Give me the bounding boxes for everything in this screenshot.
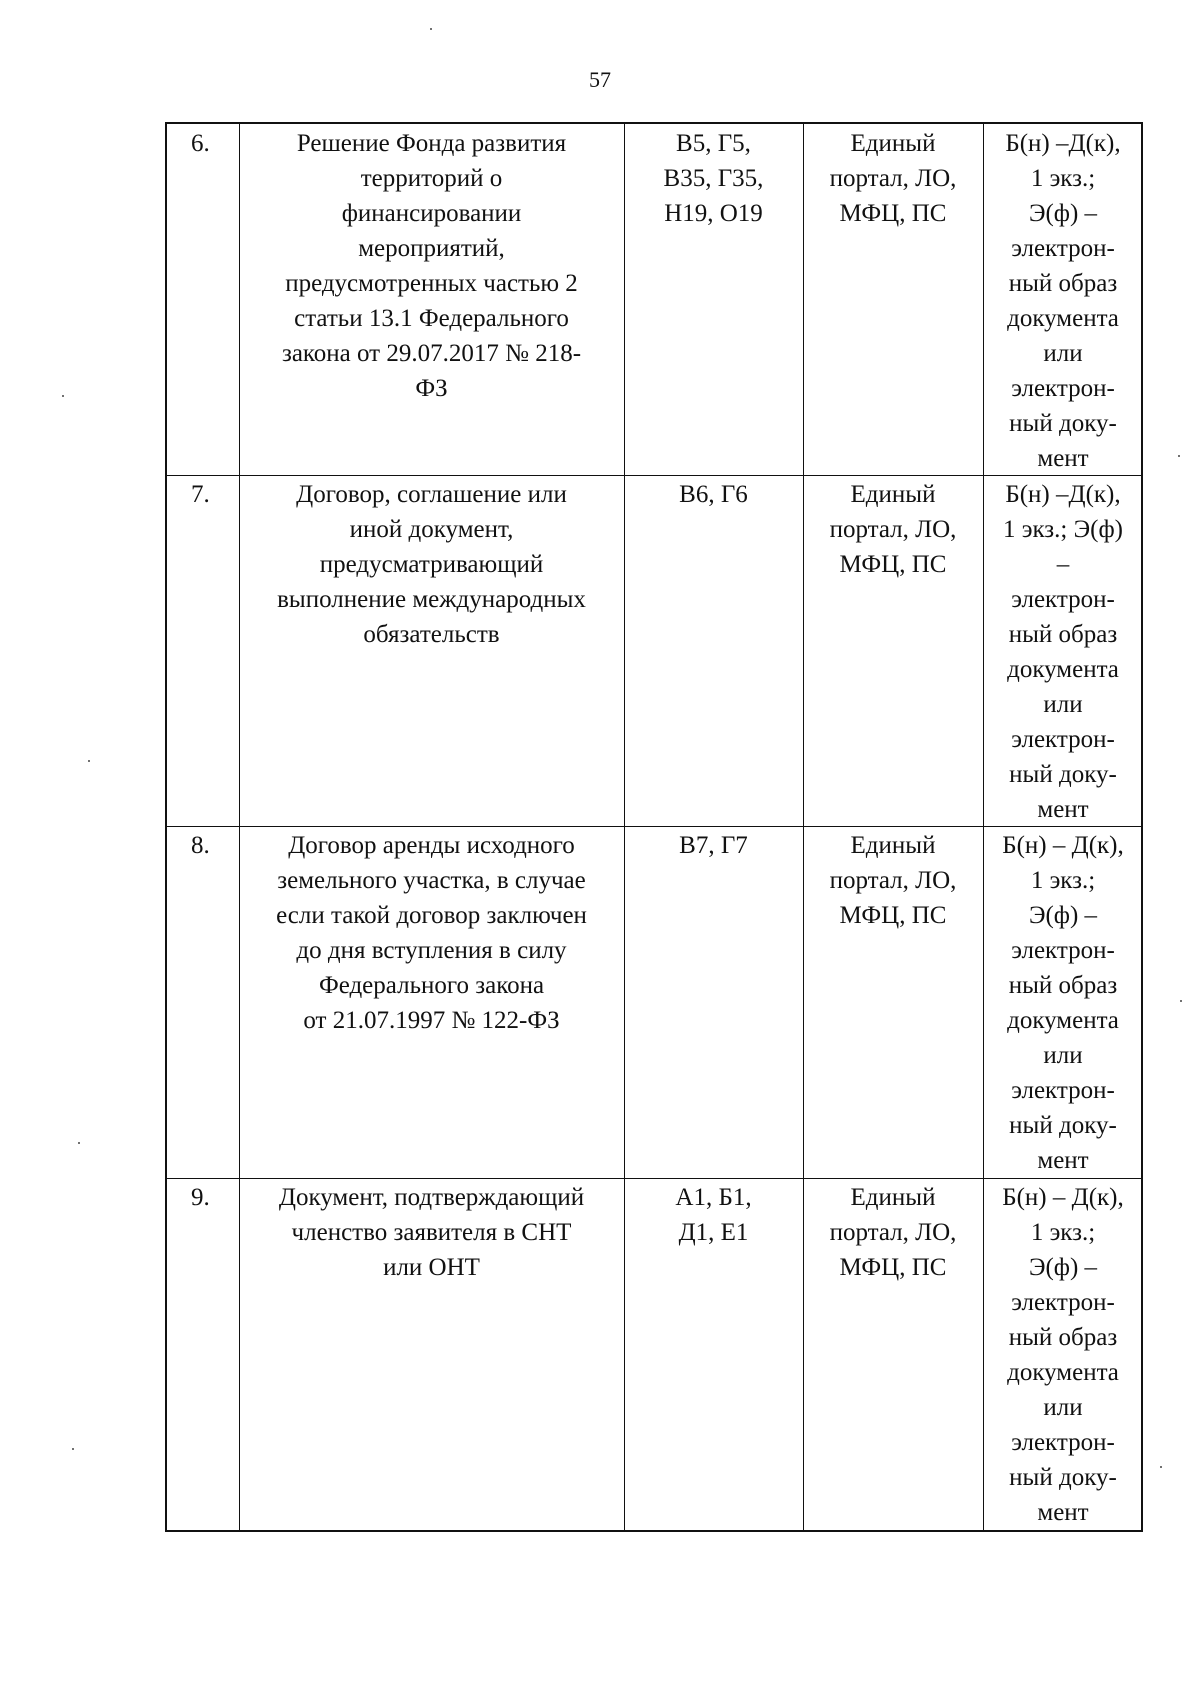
document-name: Договор, соглашение или иной документ, предусматривающий выполнение международных обязательств <box>277 481 586 648</box>
scan-speck <box>72 1448 74 1450</box>
row-number: 8. <box>191 832 210 859</box>
submission-channels: Единый портал, ЛО, МФЦ, ПС <box>829 130 957 227</box>
scan-speck <box>1180 1000 1182 1002</box>
scan-speck <box>430 28 432 30</box>
documents-table <box>165 122 1143 1532</box>
submission-channels: Единый портал, ЛО, МФЦ, ПС <box>829 1184 957 1281</box>
document-codes: В5, Г5, В35, Г35, Н19, О19 <box>663 130 764 227</box>
scan-speck <box>1160 1466 1162 1468</box>
scan-speck <box>1178 455 1180 457</box>
document-name: Документ, подтверждающий членство заявителя в СНТ или ОНТ <box>278 1184 585 1281</box>
document-codes: А1, Б1, Д1, Е1 <box>675 1184 752 1246</box>
document-format: Б(н) –Д(к), 1 экз.; Э(ф) – электрон- ный образ документа или электрон- ный доку- мент <box>1005 130 1121 472</box>
scan-speck <box>78 1142 80 1144</box>
submission-channels: Единый портал, ЛО, МФЦ, ПС <box>829 481 957 578</box>
document-name: Решение Фонда развития территорий о финансировании мероприятий, предусмотренных частью 2 статьи 13.1 Федерального закона от 29.07.2017 № 218- ФЗ <box>281 130 582 402</box>
row-number: 7. <box>191 481 210 508</box>
scan-speck <box>88 760 90 762</box>
document-name: Договор аренды исходного земельного участка, в случае если такой договор заключен до дня вступления в силу Федерального закона от 21.07.1997 № 122-ФЗ <box>276 832 587 1034</box>
row-number: 9. <box>191 1184 210 1211</box>
document-format: Б(н) – Д(к), 1 экз.; Э(ф) – электрон- ный образ документа или электрон- ный доку- мент <box>1002 832 1124 1174</box>
scan-speck <box>62 395 64 397</box>
submission-channels: Единый портал, ЛО, МФЦ, ПС <box>829 832 957 929</box>
page-number: 57 <box>589 67 611 92</box>
row-number: 6. <box>191 130 210 157</box>
document-codes: В6, Г6 <box>679 481 748 508</box>
document-format: Б(н) –Д(к), 1 экз.; Э(ф) – электрон- ный образ документа или электрон- ный доку- мент <box>1003 481 1123 823</box>
document-format: Б(н) – Д(к), 1 экз.; Э(ф) – электрон- ный образ документа или электрон- ный доку- мент <box>1002 1184 1124 1526</box>
document-codes: В7, Г7 <box>679 832 748 859</box>
